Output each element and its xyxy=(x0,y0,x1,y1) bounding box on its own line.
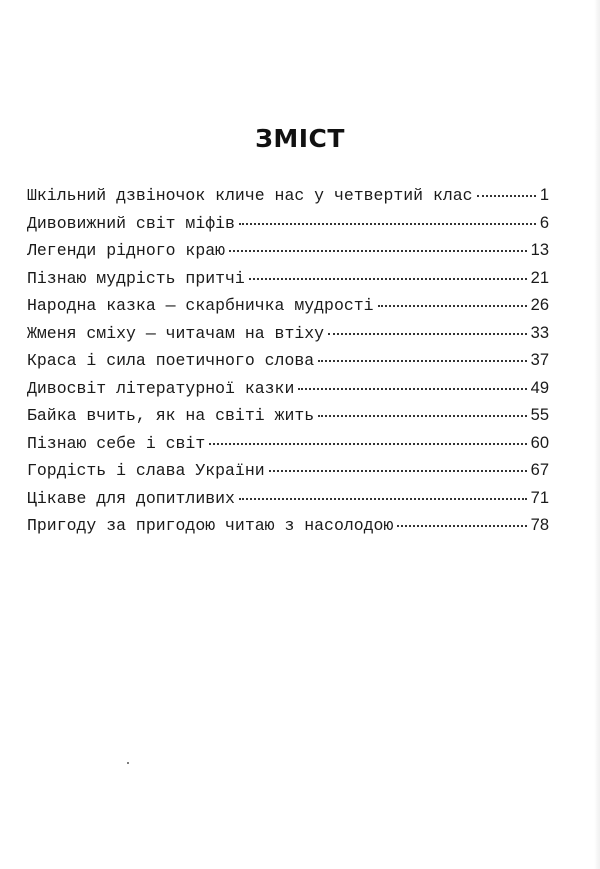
dot-leader xyxy=(318,360,526,362)
toc-entry[interactable] xyxy=(27,241,549,269)
toc-entry-title: Цікаве для допитливих xyxy=(27,488,235,508)
dot-leader xyxy=(239,223,536,225)
dot-leader xyxy=(229,250,527,252)
toc-entry[interactable] xyxy=(27,324,549,352)
toc-entry[interactable] xyxy=(27,296,549,324)
dot-leader xyxy=(397,525,526,527)
toc-entry-title: Жменя сміху — читачам на втіху xyxy=(27,323,325,343)
toc-entry-page: 6 xyxy=(539,213,549,232)
toc-entry-page: 26 xyxy=(530,296,549,314)
toc-entry[interactable] xyxy=(27,379,549,407)
dot-leader xyxy=(269,470,527,472)
toc-entry-page: 49 xyxy=(530,378,549,397)
toc-entry-title: Краса і сила поетичного слова xyxy=(27,351,315,370)
paper-speck xyxy=(127,762,129,764)
toc-entry[interactable] xyxy=(27,461,549,489)
toc-entry-title: Байка вчить, як на світі жить xyxy=(27,406,315,425)
toc-entry[interactable] xyxy=(27,351,549,379)
toc-entry[interactable] xyxy=(27,406,549,434)
page-title: ЗМІСТ xyxy=(255,124,345,153)
toc-entry[interactable] xyxy=(27,489,549,517)
toc-entry-page: 13 xyxy=(530,241,549,259)
toc-entry[interactable] xyxy=(27,186,549,214)
toc-entry-title: Легенди рідного краю xyxy=(27,241,226,260)
toc-entry-page: 33 xyxy=(530,323,549,342)
toc-entry-page: 1 xyxy=(539,186,549,204)
toc-entry-title: Шкільний дзвіночок кличе нас у четвертий клас xyxy=(27,186,473,205)
toc-entry[interactable] xyxy=(27,269,549,297)
dot-leader xyxy=(328,333,527,335)
toc-entry-title: Пізнаю мудрість притчі xyxy=(27,268,245,288)
toc-entry-page: 67 xyxy=(530,461,549,479)
toc-entry[interactable] xyxy=(27,214,549,242)
toc-entry-title: Пригоду за пригодою читаю з насолодою xyxy=(27,516,394,535)
toc-entry-title: Гордість і слава України xyxy=(27,461,265,480)
toc-entry[interactable] xyxy=(27,516,549,544)
toc-entry-title: Дивосвіт літературної казки xyxy=(27,378,295,398)
toc-entry-page: 60 xyxy=(530,433,549,452)
table-of-contents xyxy=(27,186,549,544)
toc-entry-page: 78 xyxy=(530,516,549,534)
toc-entry-title: Народна казка — скарбничка мудрості xyxy=(27,296,374,315)
dot-leader xyxy=(298,388,526,390)
dot-leader xyxy=(378,305,527,307)
dot-leader xyxy=(477,195,536,197)
toc-entry-page: 21 xyxy=(530,268,549,287)
dot-leader xyxy=(318,415,526,417)
toc-entry[interactable] xyxy=(27,434,549,462)
dot-leader xyxy=(239,498,527,500)
toc-entry-title: Пізнаю себе і світ xyxy=(27,433,206,453)
toc-entry-page: 55 xyxy=(530,406,549,424)
dot-leader xyxy=(209,443,526,445)
toc-entry-page: 71 xyxy=(530,488,549,507)
toc-entry-page: 37 xyxy=(530,351,549,369)
dot-leader xyxy=(249,278,527,280)
toc-entry-title: Дивовижний світ міфів xyxy=(27,213,235,233)
